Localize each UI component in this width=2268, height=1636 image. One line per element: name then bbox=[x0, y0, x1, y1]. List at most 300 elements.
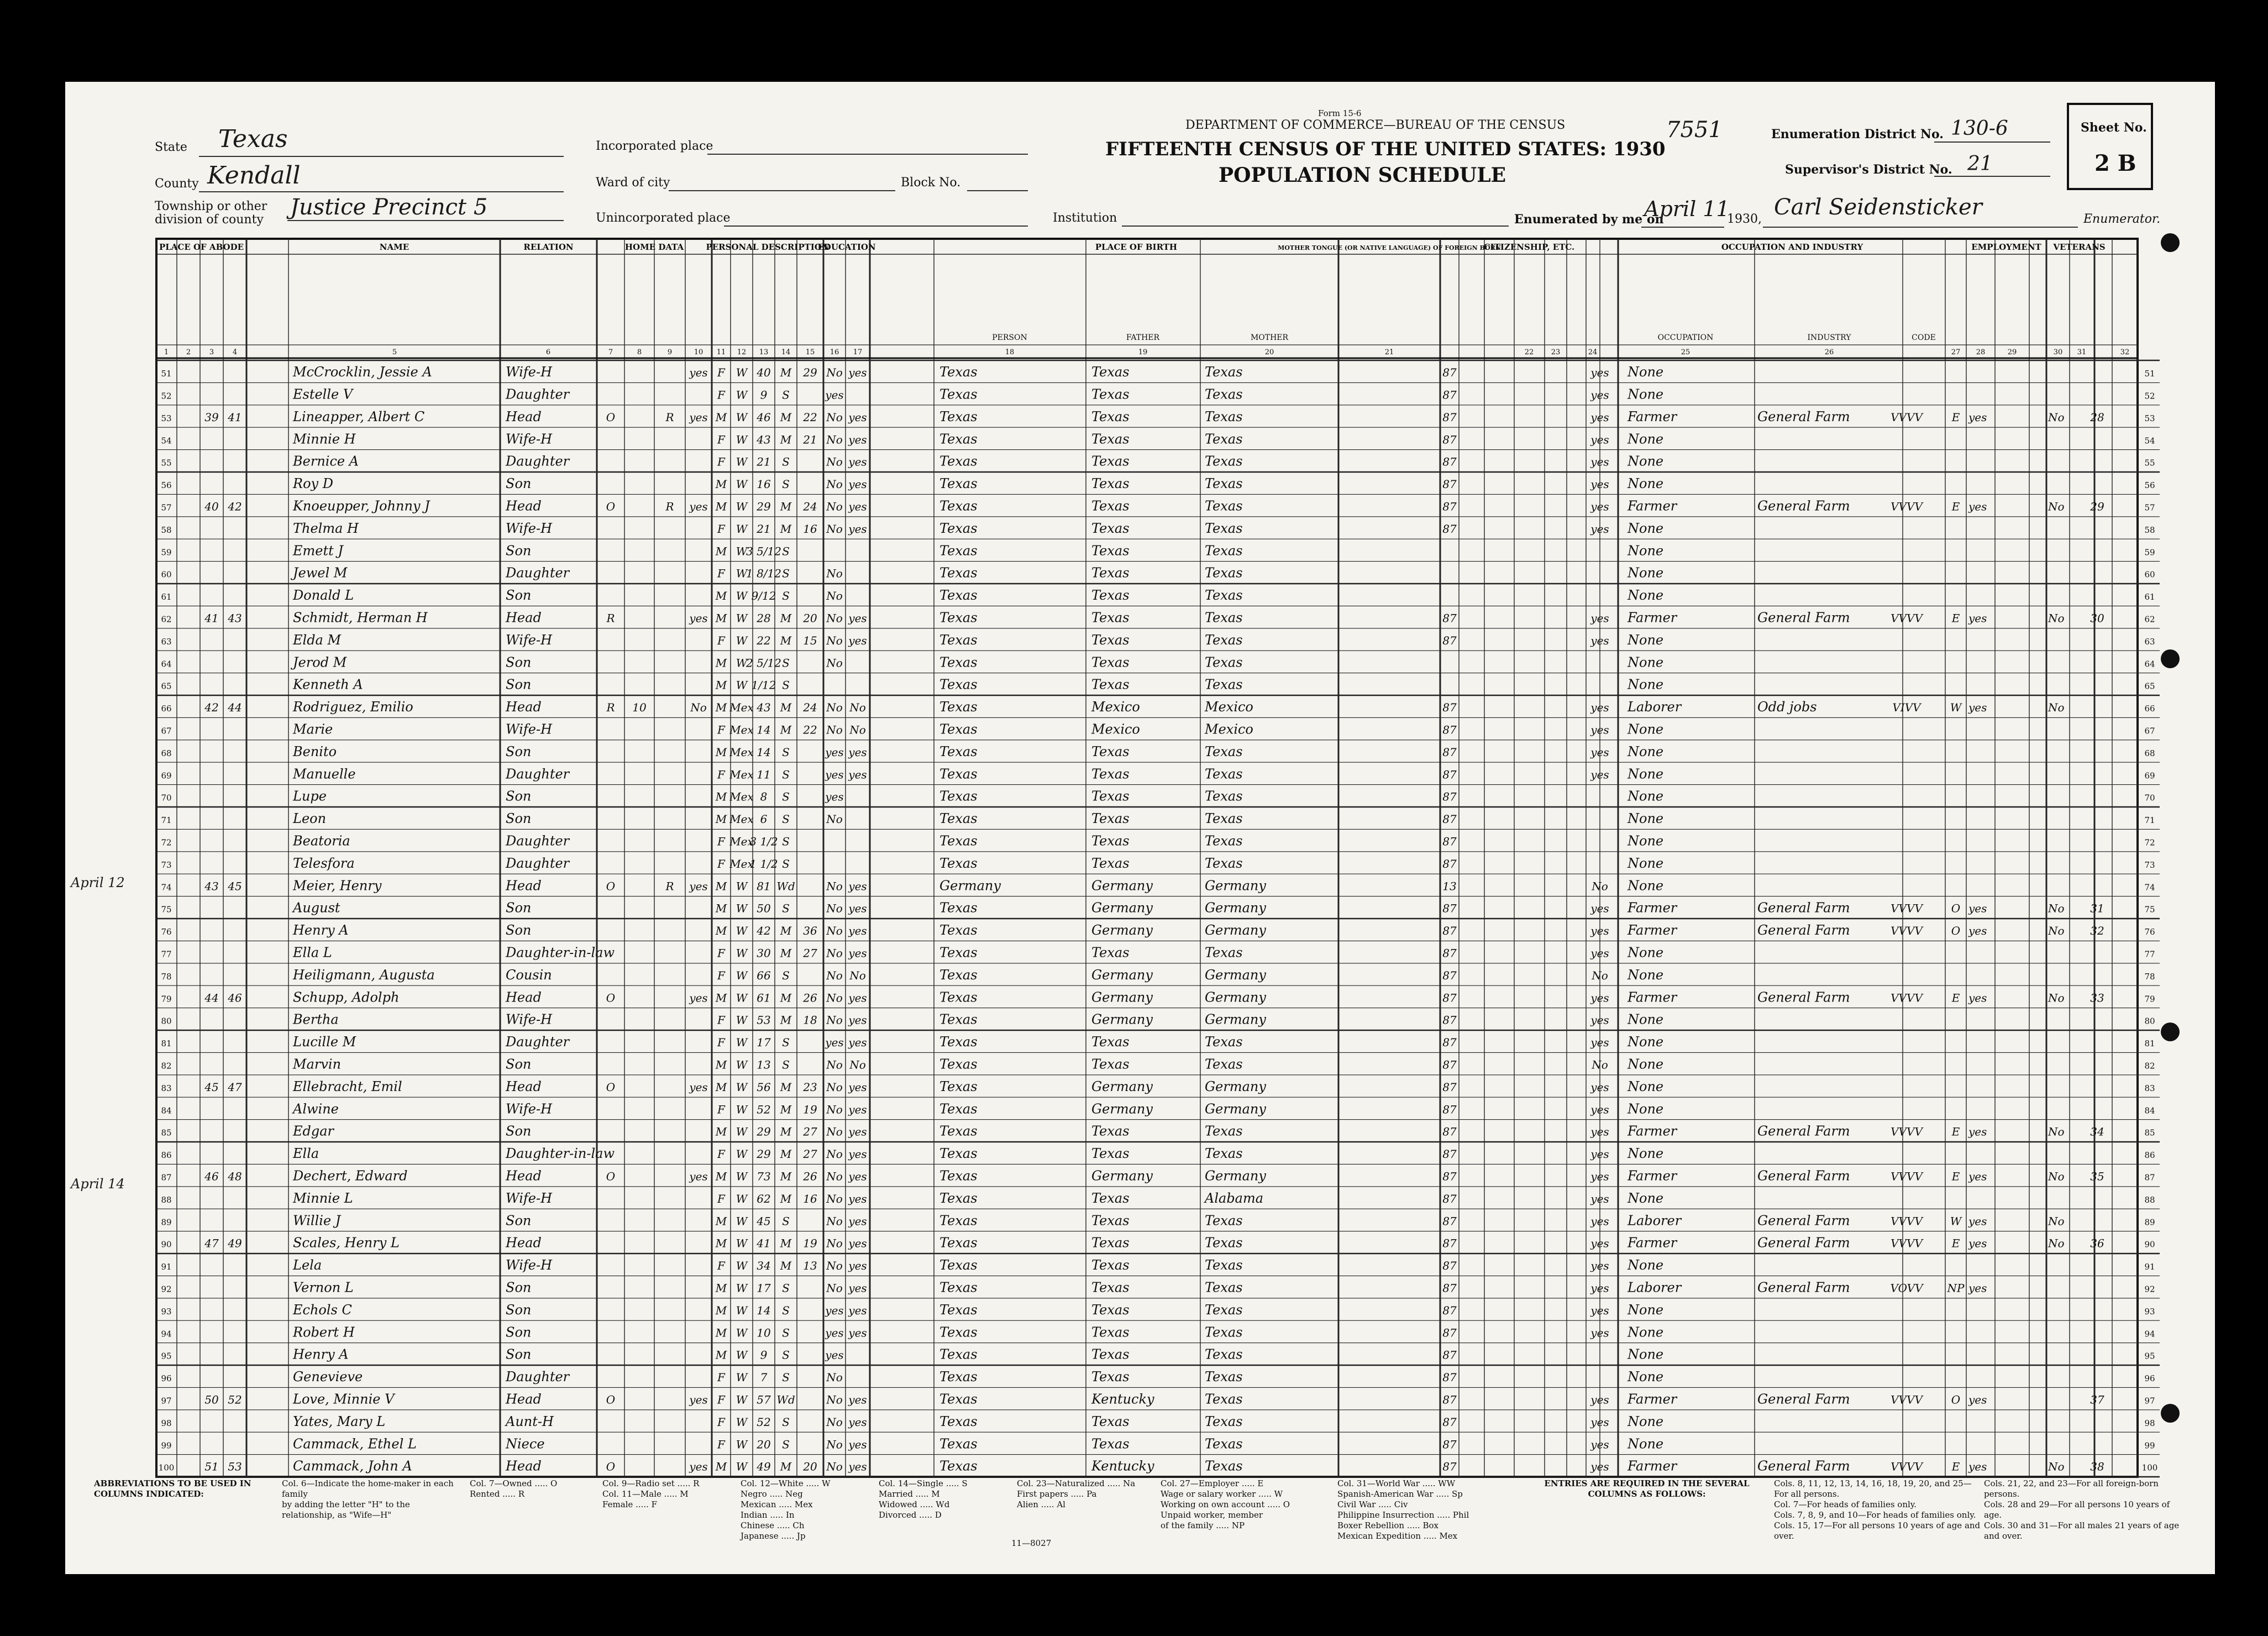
cell-name: Beatoria bbox=[293, 833, 350, 849]
cell-eng: yes bbox=[1590, 1147, 1609, 1161]
cell-work: yes bbox=[1968, 701, 1987, 715]
svg-text:31: 31 bbox=[2077, 348, 2087, 356]
footer-entries-1: Cols. 8, 11, 12, 13, 14, 16, 18, 19, 20, and 25—For all persons. Col. 7—For heads of families only. Cols. 7, 8, 9, and 10—For heads of families only. Cols. 15, 17—For all persons 10 years of age and over. bbox=[1774, 1478, 1981, 1541]
cell-radio: R bbox=[665, 500, 674, 513]
cell-eng: yes bbox=[1590, 1259, 1609, 1273]
cell-bpf: Texas bbox=[1091, 386, 1130, 402]
cell-bp: Texas bbox=[939, 1168, 978, 1184]
cell-ms: M bbox=[780, 1460, 792, 1474]
cell-n-right: 66 bbox=[2144, 704, 2155, 714]
cell-bpm: Texas bbox=[1205, 1391, 1243, 1407]
cell-fs: 29 bbox=[2090, 500, 2104, 513]
cell-cls: E bbox=[1951, 1125, 1960, 1139]
cell-dw: 44 bbox=[204, 991, 219, 1005]
cell-ind: General Farm bbox=[1757, 498, 1850, 514]
cell-rel: Aunt-H bbox=[506, 1413, 554, 1429]
cell-race: W bbox=[736, 1348, 748, 1362]
cell-occ: None bbox=[1628, 1034, 1664, 1050]
cell-code: 87 bbox=[1442, 745, 1457, 759]
cell-n: 90 bbox=[161, 1239, 172, 1250]
cell-race: W bbox=[736, 500, 748, 513]
cell-sch: No bbox=[826, 946, 843, 960]
svg-text:15: 15 bbox=[805, 348, 815, 356]
cell-dw: 45 bbox=[204, 1080, 219, 1094]
cell-name: Marie bbox=[293, 721, 333, 737]
cell-ms: S bbox=[782, 656, 790, 670]
cell-occ: None bbox=[1628, 743, 1664, 759]
supervisor-label: Supervisor's District No. bbox=[1785, 162, 1952, 177]
cell-bpm: Texas bbox=[1205, 565, 1243, 581]
cell-race: W bbox=[736, 1303, 748, 1317]
cell-sex: M bbox=[715, 656, 727, 670]
cell-n-right: 73 bbox=[2144, 859, 2155, 870]
cell-dw: 43 bbox=[204, 879, 219, 893]
cell-sch: No bbox=[826, 567, 843, 580]
cell-ind: General Farm bbox=[1757, 610, 1850, 626]
cell-bp: Texas bbox=[939, 588, 978, 604]
cell-n-right: 77 bbox=[2144, 949, 2155, 959]
cell-bpm: Texas bbox=[1205, 811, 1243, 827]
svg-text:14: 14 bbox=[781, 348, 791, 356]
cell-radio: R bbox=[665, 410, 674, 424]
cell-bp: Germany bbox=[939, 878, 1001, 894]
cell-read: yes bbox=[848, 522, 867, 536]
cell-bpm: Mexico bbox=[1205, 699, 1253, 715]
cell-race: W bbox=[736, 1236, 748, 1250]
cell-bpm: Texas bbox=[1205, 743, 1243, 759]
cell-n: 63 bbox=[161, 636, 172, 647]
cell-sch: No bbox=[826, 478, 843, 491]
cell-rel: Son bbox=[506, 1056, 532, 1072]
cell-ocode: VVVV bbox=[1891, 1125, 1923, 1139]
cell-bpf: Kentucky bbox=[1091, 1458, 1154, 1474]
cell-code: 87 bbox=[1442, 1170, 1457, 1183]
cell-name: Jerod M bbox=[293, 654, 347, 670]
cell-race: W bbox=[736, 901, 748, 915]
cell-rel: Wife-H bbox=[506, 1011, 553, 1027]
cell-n-right: 61 bbox=[2144, 592, 2155, 602]
cell-bpm: Texas bbox=[1205, 588, 1243, 604]
cell-n-right: 99 bbox=[2144, 1440, 2155, 1451]
table-row bbox=[161, 989, 2155, 1005]
cell-n: 66 bbox=[161, 704, 172, 714]
footer-col-12: Col. 12—White ..... W Negro ..... Neg Mexican ..... Mex Indian ..... In Chinese ..... Ch Japanese ..... Jp bbox=[741, 1478, 831, 1541]
cell-n-right: 65 bbox=[2144, 681, 2155, 691]
cell-occ: None bbox=[1628, 1257, 1664, 1273]
svg-text:10: 10 bbox=[694, 348, 704, 356]
cell-sex: M bbox=[715, 1170, 727, 1183]
cell-ocode: VVVV bbox=[1891, 1236, 1923, 1250]
cell-sch: yes bbox=[825, 1036, 844, 1050]
cell-age: 57 bbox=[757, 1393, 771, 1407]
cell-rel: Wife-H bbox=[506, 632, 553, 648]
cell-sch: No bbox=[826, 1192, 843, 1205]
cell-agem: 24 bbox=[803, 701, 817, 715]
cell-bp: Texas bbox=[939, 788, 978, 804]
table-row bbox=[161, 1079, 2155, 1094]
cell-dw: 41 bbox=[204, 611, 219, 625]
cell-agem: 18 bbox=[803, 1013, 817, 1027]
cell-age: 9 bbox=[760, 388, 768, 402]
cell-rel: Wife-H bbox=[506, 721, 553, 737]
cell-ms: S bbox=[782, 1415, 790, 1429]
cell-bp: Texas bbox=[939, 543, 978, 559]
cell-n: 85 bbox=[161, 1128, 172, 1138]
cell-bpm: Texas bbox=[1205, 788, 1243, 804]
cell-age: 10 bbox=[757, 1326, 771, 1340]
cell-vet: No bbox=[2048, 1460, 2065, 1474]
cell-name: Leon bbox=[293, 811, 327, 827]
cell-bpm: Germany bbox=[1205, 878, 1266, 894]
cell-ms: M bbox=[780, 701, 792, 715]
cell-race: Mex bbox=[729, 745, 754, 759]
cell-cls: W bbox=[1950, 701, 1962, 715]
cell-sex: M bbox=[715, 678, 727, 692]
cell-n: 95 bbox=[161, 1351, 172, 1361]
svg-text:1: 1 bbox=[164, 348, 169, 356]
cell-occ: Farmer bbox=[1628, 922, 1677, 938]
cell-sex: M bbox=[715, 991, 727, 1005]
cell-occ: Farmer bbox=[1628, 1391, 1677, 1407]
cell-cls: E bbox=[1951, 1460, 1960, 1474]
cell-sex: F bbox=[717, 1103, 725, 1116]
cell-code: 87 bbox=[1442, 790, 1457, 804]
cell-n: 77 bbox=[161, 949, 172, 959]
table-row bbox=[161, 811, 2155, 826]
cell-sex: F bbox=[717, 1259, 725, 1273]
cell-occ: Laborer bbox=[1628, 1280, 1682, 1296]
cell-rel: Head bbox=[506, 1235, 542, 1251]
cell-n: 97 bbox=[161, 1396, 172, 1406]
cell-work: yes bbox=[1968, 991, 1987, 1005]
cell-bpf: Mexico bbox=[1091, 721, 1140, 737]
cell-read: yes bbox=[848, 1326, 867, 1340]
enumerator-name: Carl Seidensticker bbox=[1774, 195, 1982, 220]
table-row bbox=[161, 878, 2155, 893]
enum-district-value: 130-6 bbox=[1951, 117, 2008, 140]
cell-rel: Son bbox=[506, 1346, 532, 1362]
cell-code: 87 bbox=[1442, 1080, 1457, 1094]
cell-sex: M bbox=[715, 1281, 727, 1295]
svg-text:29: 29 bbox=[2007, 348, 2017, 356]
cell-n-right: 90 bbox=[2144, 1239, 2155, 1250]
table-row bbox=[161, 1369, 2155, 1385]
cell-bp: Texas bbox=[939, 945, 978, 961]
cell-race: W bbox=[736, 1371, 748, 1385]
svg-text:18: 18 bbox=[1005, 348, 1015, 356]
cell-ms: S bbox=[782, 812, 790, 826]
cell-n-right: 86 bbox=[2144, 1150, 2155, 1161]
cell-bp: Texas bbox=[939, 1324, 978, 1340]
table-row bbox=[161, 632, 2155, 648]
table-row bbox=[161, 1391, 2155, 1407]
cell-work: yes bbox=[1968, 924, 1987, 938]
cell-sex: M bbox=[715, 745, 727, 759]
table-row bbox=[161, 588, 2155, 603]
cell-ocode: VIVV bbox=[1892, 701, 1921, 715]
cell-agem: 24 bbox=[803, 500, 817, 513]
cell-ind: General Farm bbox=[1757, 1213, 1850, 1229]
cell-bp: Texas bbox=[939, 364, 978, 380]
cell-vet: No bbox=[2048, 1170, 2065, 1183]
cell-rel: Daughter bbox=[506, 565, 570, 581]
cell-n-right: 87 bbox=[2144, 1172, 2155, 1183]
cell-occ: None bbox=[1628, 543, 1664, 559]
group-header: PERSONAL DESCRIPTION bbox=[706, 242, 830, 252]
cell-ms: M bbox=[780, 946, 792, 960]
cell-name: Dechert, Edward bbox=[293, 1168, 408, 1184]
cell-cls: O bbox=[1951, 901, 1961, 915]
stamp-number: 7551 bbox=[1666, 117, 1723, 143]
cell-age: 29 bbox=[757, 1125, 771, 1139]
cell-sch: yes bbox=[825, 790, 844, 804]
cell-ms: S bbox=[782, 1058, 790, 1072]
cell-code: 87 bbox=[1442, 366, 1457, 380]
cell-n-right: 64 bbox=[2144, 659, 2155, 669]
cell-read: yes bbox=[848, 1147, 867, 1161]
cell-age: 1/12 bbox=[751, 678, 776, 692]
cell-race: W bbox=[736, 544, 748, 558]
cell-age: 46 bbox=[757, 410, 771, 424]
cell-sch: No bbox=[826, 1281, 843, 1295]
cell-age: 52 bbox=[757, 1415, 771, 1429]
cell-bp: Texas bbox=[939, 900, 978, 916]
cell-rel: Daughter-in-law bbox=[506, 945, 615, 961]
township-label: Township or other division of county bbox=[155, 200, 267, 227]
cell-ocode: VVVV bbox=[1891, 901, 1923, 915]
cell-race: W bbox=[736, 946, 748, 960]
cell-read: yes bbox=[848, 1080, 867, 1094]
svg-text:4: 4 bbox=[232, 348, 238, 356]
cell-read: yes bbox=[848, 1036, 867, 1050]
cell-occ: Farmer bbox=[1628, 1168, 1677, 1184]
cell-sch: No bbox=[826, 1125, 843, 1139]
cell-bpf: Texas bbox=[1091, 1056, 1130, 1072]
cell-name: Schupp, Adolph bbox=[293, 989, 400, 1005]
cell-n: 69 bbox=[161, 770, 172, 781]
cell-race: W bbox=[736, 388, 748, 402]
cell-ms: S bbox=[782, 1438, 790, 1451]
cell-agem: 27 bbox=[803, 1147, 817, 1161]
cell-read: yes bbox=[848, 1192, 867, 1205]
cell-ms: S bbox=[782, 388, 790, 402]
cell-occ: Laborer bbox=[1628, 1213, 1682, 1229]
cell-sex: F bbox=[717, 1147, 725, 1161]
cell-cls: E bbox=[1951, 1170, 1960, 1183]
cell-age: 1 8/12 bbox=[746, 567, 781, 580]
cell-ms: M bbox=[780, 1259, 792, 1273]
cell-race: W bbox=[736, 1415, 748, 1429]
cell-sch: No bbox=[826, 1103, 843, 1116]
cell-bp: Texas bbox=[939, 565, 978, 581]
cell-occ: Farmer bbox=[1628, 989, 1677, 1005]
cell-n: 65 bbox=[161, 681, 172, 691]
cell-bpf: Germany bbox=[1091, 1011, 1153, 1027]
cell-bpf: Texas bbox=[1091, 855, 1130, 871]
cell-n-right: 54 bbox=[2144, 436, 2155, 446]
cell-sch: yes bbox=[825, 388, 844, 402]
table-row bbox=[161, 543, 2155, 558]
table-row bbox=[161, 654, 2155, 670]
cell-n: 96 bbox=[161, 1373, 172, 1384]
cell-n-right: 91 bbox=[2144, 1262, 2155, 1272]
cell-eng: No bbox=[1592, 879, 1608, 893]
table-row bbox=[161, 521, 2155, 536]
cell-name: Minnie L bbox=[293, 1190, 353, 1206]
cell-farm: yes bbox=[689, 991, 708, 1005]
cell-bpm: Texas bbox=[1205, 1034, 1243, 1050]
cell-n: 86 bbox=[161, 1150, 172, 1161]
cell-fs: 32 bbox=[2090, 924, 2104, 938]
cell-race: W bbox=[736, 924, 748, 938]
cell-n-right: 83 bbox=[2144, 1083, 2155, 1093]
table-row bbox=[161, 454, 2155, 469]
cell-occ: Farmer bbox=[1628, 1458, 1677, 1474]
cell-n: 52 bbox=[161, 391, 172, 401]
table-row bbox=[161, 677, 2155, 693]
cell-race: Mex bbox=[729, 768, 754, 782]
cell-race: W bbox=[736, 1103, 748, 1116]
table-row bbox=[161, 945, 2155, 960]
cell-eng: yes bbox=[1590, 410, 1609, 424]
table-row bbox=[161, 766, 2155, 782]
cell-eng: yes bbox=[1590, 1438, 1609, 1451]
cell-race: W bbox=[736, 1013, 748, 1027]
cell-sex: F bbox=[717, 633, 725, 647]
cell-rel: Daughter bbox=[506, 1369, 570, 1385]
cell-name: Ella L bbox=[293, 945, 332, 961]
cell-n-right: 56 bbox=[2144, 480, 2155, 491]
cell-bpm: Texas bbox=[1205, 1436, 1243, 1452]
cell-farm: yes bbox=[689, 879, 708, 893]
cell-n: 55 bbox=[161, 458, 172, 468]
cell-bpm: Texas bbox=[1205, 632, 1243, 648]
cell-bpf: Texas bbox=[1091, 1302, 1130, 1318]
cell-sex: F bbox=[717, 1013, 725, 1027]
cell-race: Mex bbox=[729, 812, 754, 826]
cell-ocode: VOVV bbox=[1890, 1281, 1923, 1295]
cell-read: yes bbox=[848, 1103, 867, 1116]
cell-age: 1 1/2 bbox=[749, 857, 778, 871]
cell-n-right: 71 bbox=[2144, 815, 2155, 826]
cell-bp: Texas bbox=[939, 967, 978, 983]
cell-ind: General Farm bbox=[1757, 900, 1850, 916]
table-row bbox=[161, 1280, 2155, 1295]
enumeration-date: April 11 bbox=[1644, 197, 1730, 221]
cell-bpf: Texas bbox=[1091, 1034, 1130, 1050]
cell-age: 7 bbox=[760, 1371, 768, 1385]
cell-code: 87 bbox=[1442, 611, 1457, 625]
footer-col-31: Col. 31—World War ..... WW Spanish-American War ..... Sp Civil War ..... Civ Philippine Insurrection ..... Phil Boxer Rebellion ..... Box Mexican Expedition ..... Mex bbox=[1337, 1478, 1469, 1541]
cell-bp: Texas bbox=[939, 1257, 978, 1273]
table-row bbox=[161, 1146, 2155, 1161]
cell-race: W bbox=[736, 879, 748, 893]
cell-own: R bbox=[606, 701, 615, 715]
cell-n-right: 68 bbox=[2144, 748, 2155, 758]
enum-district-label: Enumeration District No. bbox=[1771, 127, 1944, 141]
cell-read: yes bbox=[848, 1415, 867, 1429]
cell-occ: None bbox=[1628, 654, 1664, 670]
cell-own: O bbox=[606, 1460, 616, 1474]
cell-race: Mex bbox=[729, 701, 754, 715]
cell-sex: F bbox=[717, 433, 725, 447]
cell-race: W bbox=[736, 1326, 748, 1340]
cell-occ: None bbox=[1628, 1369, 1664, 1385]
footer-col-27: Col. 27—Employer ..... E Wage or salary worker ..... W Working on own account ..... O Unpaid worker, member of the family ..... NP bbox=[1161, 1478, 1290, 1530]
cell-code: 87 bbox=[1442, 1460, 1457, 1474]
cell-bp: Texas bbox=[939, 1369, 978, 1385]
sheet-label: Sheet No. bbox=[2081, 120, 2147, 135]
cell-bpf: Texas bbox=[1091, 520, 1130, 536]
cell-n-right: 78 bbox=[2144, 971, 2155, 982]
cell-age: 14 bbox=[757, 723, 771, 737]
cell-age: 53 bbox=[757, 1013, 771, 1027]
footer-col-14: Col. 14—Single ..... S Married ..... M Widowed ..... Wd Divorced ..... D bbox=[879, 1478, 968, 1520]
cell-n: 80 bbox=[161, 1016, 172, 1026]
cell-ms: S bbox=[782, 857, 790, 871]
census-title: FIFTEENTH CENSUS OF THE UNITED STATES: 1930 bbox=[1105, 138, 1666, 160]
cell-sch: No bbox=[826, 1371, 843, 1385]
cell-vet: No bbox=[2048, 991, 2065, 1005]
cell-eng: yes bbox=[1590, 1303, 1609, 1317]
cell-n-right: 58 bbox=[2144, 525, 2155, 535]
cell-sch: yes bbox=[825, 1348, 844, 1362]
cell-occ: None bbox=[1628, 1056, 1664, 1072]
cell-sch: No bbox=[826, 991, 843, 1005]
cell-code: 87 bbox=[1442, 723, 1457, 737]
cell-vet: No bbox=[2048, 924, 2065, 938]
cell-sch: No bbox=[826, 1393, 843, 1407]
cell-race: W bbox=[736, 478, 748, 491]
cell-bp: Texas bbox=[939, 1190, 978, 1206]
supervisor-value: 21 bbox=[1967, 153, 1993, 175]
cell-name: Knoeupper, Johnny J bbox=[293, 498, 430, 514]
cell-ms: S bbox=[782, 678, 790, 692]
cell-eng: yes bbox=[1590, 1036, 1609, 1050]
sub-header: CODE bbox=[1912, 333, 1936, 342]
cell-ms: M bbox=[780, 366, 792, 380]
cell-n: 59 bbox=[161, 547, 172, 558]
cell-rel: Son bbox=[506, 654, 532, 670]
cell-bpf: Texas bbox=[1091, 565, 1130, 581]
cell-sex: M bbox=[715, 901, 727, 915]
cell-n: 57 bbox=[161, 502, 172, 513]
cell-work: yes bbox=[1968, 1170, 1987, 1183]
cell-code: 87 bbox=[1442, 455, 1457, 469]
cell-bpm: Texas bbox=[1205, 1146, 1243, 1162]
cell-bpf: Germany bbox=[1091, 1168, 1153, 1184]
cell-ms: M bbox=[780, 1236, 792, 1250]
table-row bbox=[161, 1012, 2155, 1027]
cell-eng: yes bbox=[1590, 611, 1609, 625]
cell-rel: Head bbox=[506, 989, 542, 1005]
cell-occ: None bbox=[1628, 855, 1664, 871]
cell-own: O bbox=[606, 410, 616, 424]
cell-bpm: Texas bbox=[1205, 498, 1243, 514]
cell-race: W bbox=[736, 1036, 748, 1050]
cell-farm: No bbox=[690, 701, 707, 715]
cell-bpm: Texas bbox=[1205, 520, 1243, 536]
cell-n: 91 bbox=[161, 1262, 172, 1272]
cell-occ: None bbox=[1628, 1101, 1664, 1117]
cell-ms: S bbox=[782, 1371, 790, 1385]
cell-n-right: 82 bbox=[2144, 1061, 2155, 1071]
cell-agem: 16 bbox=[803, 522, 817, 536]
cell-bp: Texas bbox=[939, 743, 978, 759]
cell-code: 87 bbox=[1442, 1147, 1457, 1161]
cell-code: 87 bbox=[1442, 946, 1457, 960]
cell-fs: 33 bbox=[2090, 991, 2104, 1005]
